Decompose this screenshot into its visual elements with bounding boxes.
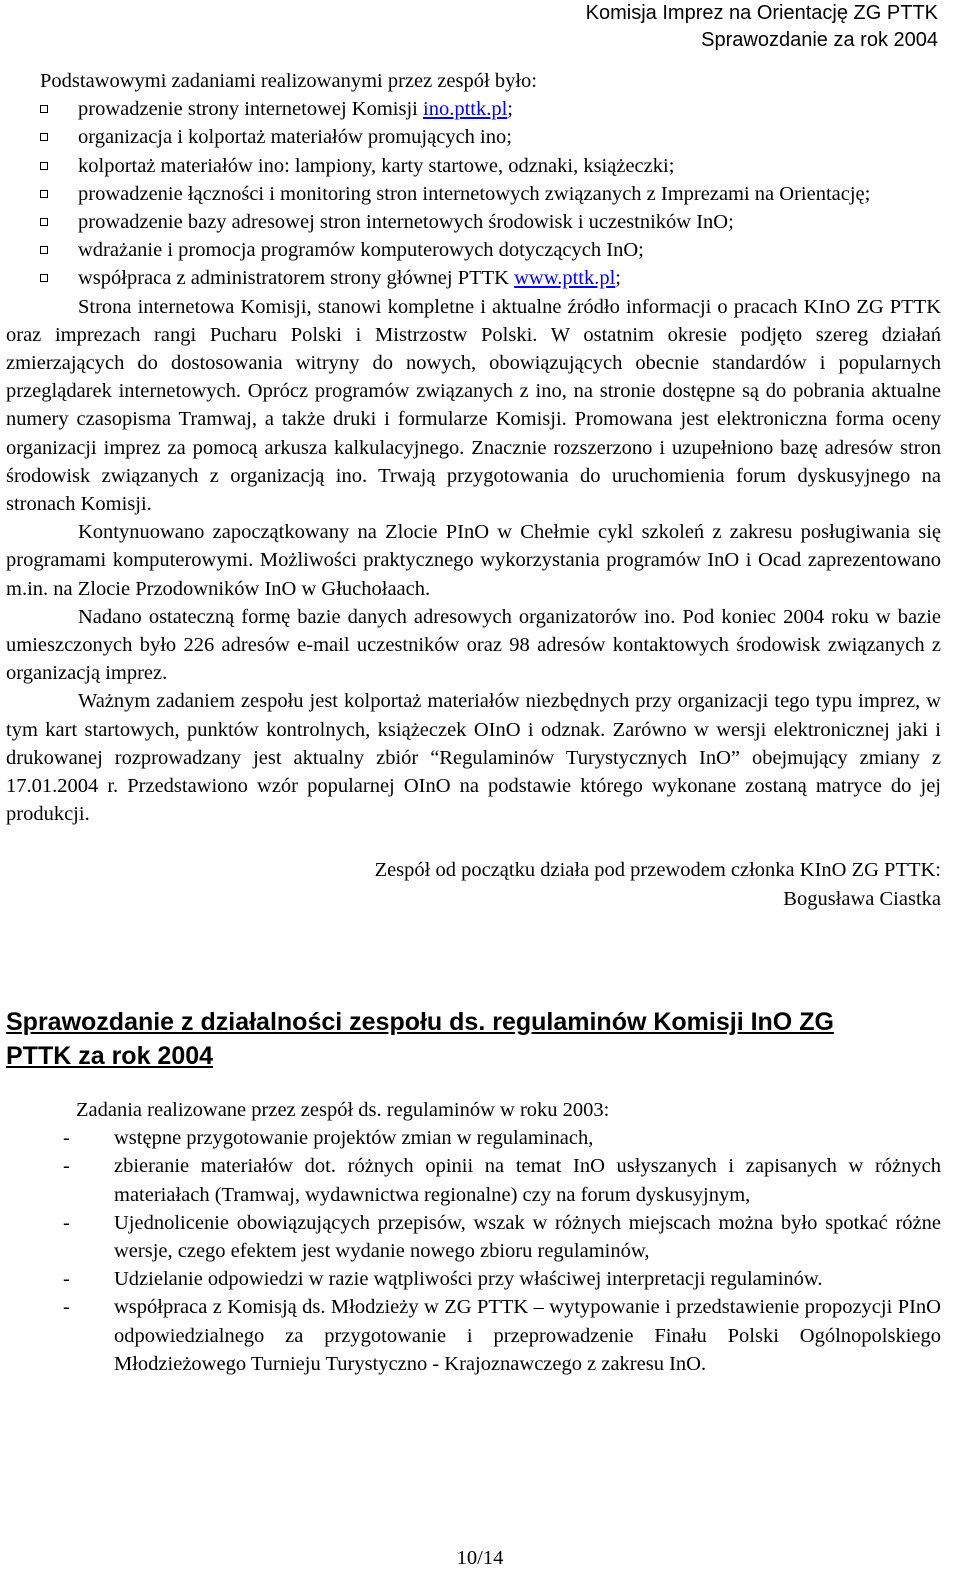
list-item: kolportaż materiałów ino: lampiony, karty startowe, odznaki, książeczki;: [6, 152, 941, 180]
checkbox-bullet-icon: [40, 274, 48, 282]
checkbox-bullet-icon: [40, 162, 48, 170]
header-commission: Komisja Imprez na Orientację ZG PTTK: [585, 2, 938, 24]
list-item: prowadzenie strony internetowej Komisji ino.pttk.pl;: [6, 95, 941, 123]
link-ino-pttk[interactable]: ino.pttk.pl: [423, 98, 508, 121]
checkbox-bullet-icon: [40, 133, 48, 141]
list-item: wdrażanie i promocja programów komputerowych dotyczących InO;: [6, 236, 941, 264]
list-item: współpraca z administratorem strony głównej PTTK www.pttk.pl;: [6, 264, 941, 292]
dash-bullet: -: [63, 1211, 70, 1234]
dash-bullet: -: [63, 1296, 70, 1319]
page-number: 10/14: [456, 1547, 504, 1569]
page-header: [586, 0, 938, 54]
list-item: - zbieranie materiałów dot. różnych opinii na temat InO usłyszanych i zapisanych w różnych materiałach (Tramwaj, wydawnictwa regionalne) czy na forum dyskusyjnym,: [6, 1152, 941, 1208]
task-list: [6, 95, 941, 292]
dash-bullet: -: [63, 1127, 70, 1150]
list-item: organizacja i kolportaż materiałów promujących ino;: [6, 123, 941, 151]
signature-name: Bogusława Ciastka: [783, 887, 941, 910]
link-www-pttk[interactable]: www.pttk.pl: [514, 267, 616, 290]
paragraph-website: Strona internetowa Komisji, stanowi kompletne i aktualne źródło informacji o pracach KInO ZG PTTK oraz imprezach rangi Pucharu Polski i Mistrzostw Polski. W ostatnim okresie podjęto szereg działań zmierzających do dostosowania witryny do nowych, obowiązujących obecnie standardów i popularnych przeglądarek internetowych. Oprócz programów związanych z ino, na stronie dostępne są do pobrania aktualne numery czasopisma Tramwaj, a także druki i formularze Komisji. Promowana jest elektroniczna forma oceny organizacji imprez za pomocą arkusza kalkulacyjnego. Znacznie rozszerzono i uzupełniono bazę adresów stron środowisk związanych z organizacją ino. Trwają przygotowania do uruchomienia forum dyskusyjnego na stronach Komisji.: [6, 295, 941, 516]
dash-bullet: -: [63, 1268, 70, 1291]
list-item: - Udzielanie odpowiedzi w razie wątpliwości przy właściwej interpretacji regulaminów.: [6, 1265, 941, 1293]
list-item: - Ujednolicenie obowiązujących przepisów, wszak w różnych miejscach można było spotkać różne wersje, czego efektem jest wydanie nowego zbioru regulaminów,: [6, 1209, 941, 1265]
paragraph-database: Nadano ostateczną formę bazie danych adresowych organizatorów ino. Pod koniec 2004 roku w bazie umieszczonych było 226 adresów e-mail uczestników oraz 98 adresów kontaktowych środowisk związanych z organizacją imprez.: [6, 605, 941, 685]
checkbox-bullet-icon: [40, 218, 48, 226]
list-item: - wstępne przygotowanie projektów zmian w regulaminach,: [6, 1124, 941, 1152]
checkbox-bullet-icon: [40, 105, 48, 113]
checkbox-bullet-icon: [40, 190, 48, 198]
signature-line: Zespół od początku działa pod przewodem członka KInO ZG PTTK:: [374, 859, 941, 882]
list-item: - współpraca z Komisją ds. Młodzieży w ZG PTTK – wytypowanie i przedstawienie propozycji PInO odpowiedzialnego za przygotowanie i przeprowadzenie Finału Polski Ogólnopolskiego Młodzieżowego Turnieju Turystyczno - Krajoznawczego z zakresu InO.: [6, 1293, 941, 1378]
paragraph-training: Kontynuowano zapoczątkowany na Zlocie PInO w Chełmie cykl szkoleń z zakresu posługiwania się programami komputerowymi. Możliwości praktycznego wykorzystania programów InO i Ocad zaprezentowano m.in. na Zlocie Przodowników InO w Głuchołaach.: [6, 521, 941, 600]
section-rules-team: [6, 1096, 941, 1378]
paragraph-materials: Ważnym zadaniem zespołu jest kolportaż materiałów niezbędnych przy organizacji tego typu imprez, w tym kart startowych, punktów kontrolnych, książeczek OInO i odznak. Zarówno w wersji elektronicznej jaki i drukowanej rozprowadzany jest aktualny zbiór “Regulaminów Turystycznych InO” obejmujący zmiany z 17.01.2004 r. Przedstawiono wzór popularnej OInO na podstawie którego wykonane zostaną matryce do jej produkcji.: [6, 690, 941, 826]
rules-task-list: [6, 1124, 941, 1378]
dash-bullet: -: [63, 1155, 70, 1178]
section1-intro: Podstawowymi zadaniami realizowanymi przez zespół było:: [40, 70, 537, 92]
list-item: prowadzenie łączności i monitoring stron internetowych związanych z Imprezami na Orientację;: [6, 180, 941, 208]
header-report-title: Sprawozdanie za rok 2004: [701, 29, 938, 51]
checkbox-bullet-icon: [40, 246, 48, 254]
section-website-team: [6, 67, 941, 913]
section2-intro: Zadania realizowane przez zespół ds. regulaminów w roku 2003:: [76, 1099, 610, 1121]
list-item: prowadzenie bazy adresowej stron internetowych środowisk i uczestników InO;: [6, 208, 941, 236]
section2-heading: Sprawozdanie z działalności zespołu ds. regulaminów Komisji InO ZG PTTK za rok 2004: [6, 1008, 834, 1070]
